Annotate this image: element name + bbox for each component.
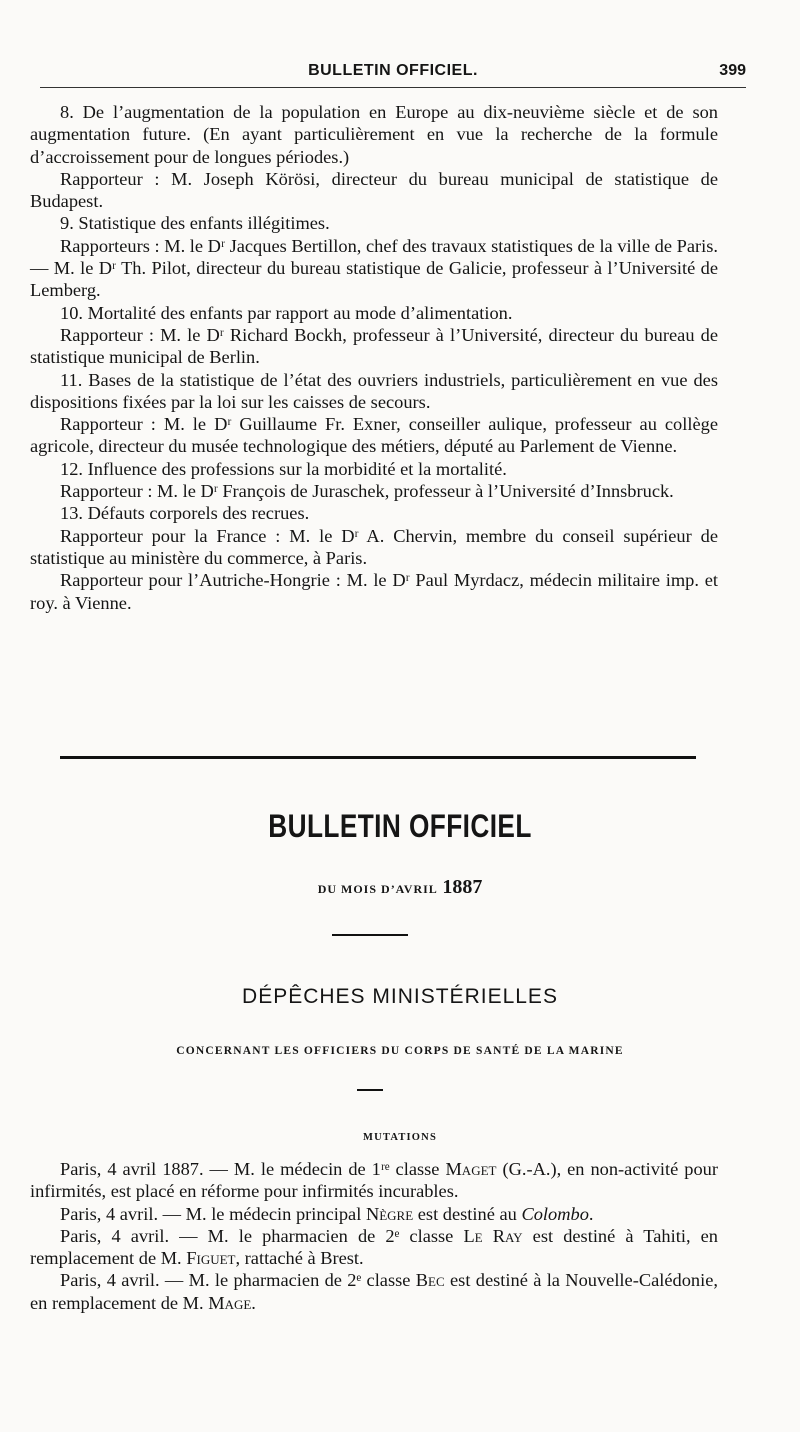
paragraph: Rapporteur : M. le Dʳ Richard Bockh, professeur à l’Université, directeur du bureau de statistique municipal de Berlin. [30, 324, 718, 368]
bulletin-subtitle [0, 876, 800, 899]
officer-name: Le Ray [463, 1225, 523, 1246]
section-separator-rule [60, 756, 696, 759]
paragraph: 13. Défauts corporels des recrues. [60, 503, 310, 524]
section-subtitle: CONCERNANT LES OFFICIERS DU CORPS DE SANTÉ DE LA MARINE [176, 1045, 624, 1057]
running-header [40, 62, 746, 84]
paragraph: 9. Statistique des enfants illégitimes. [60, 213, 330, 234]
paragraph: Rapporteur pour l’Autriche-Hongrie : M. le Dʳ Paul Myrdacz, médecin militaire imp. et roy. à Vienne. [30, 570, 718, 613]
paragraph: Rapporteur : M. le Dʳ François de Juraschek, professeur à l’Université d’Innsbruck. [60, 481, 674, 502]
officer-name: Bec [415, 1270, 445, 1291]
section-title: DÉPÊCHES MINISTÉRIELLES [242, 985, 558, 1008]
officer-name: Maget [445, 1159, 497, 1179]
subtitle-year: 1887 [442, 876, 483, 898]
header-rule [40, 87, 746, 88]
mutation-entry: Paris, 4 avril. — M. le pharmacien de 2ᵉ classe Bec est destiné à la Nouvelle-Calédonie, en remplacement de M. Mage. [30, 1270, 718, 1313]
mutations-list [30, 1158, 718, 1314]
officer-name: Nègre [365, 1203, 414, 1224]
running-title: BULLETIN OFFICIEL. [308, 62, 478, 79]
mutation-entry: Paris, 4 avril. — M. le pharmacien de 2ᵉ classe Le Ray est destiné à Tahiti, en remplacement de M. Figuet, rattaché à Brest. [30, 1225, 718, 1269]
short-rule [357, 1089, 383, 1091]
page-number: 399 [719, 62, 746, 79]
mutation-entry: Paris, 4 avril 1887. — M. le médecin de 1ʳᵉ classe Maget (G.-A.), en non-activité pour infirmités, est placé en réforme pour infirmités incurables. [30, 1159, 718, 1202]
paragraph: 10. Mortalité des enfants par rapport au mode d’alimentation. [60, 302, 513, 323]
congress-topics [30, 101, 718, 614]
short-rule [332, 934, 408, 936]
mutations-heading: MUTATIONS [363, 1132, 437, 1143]
paragraph: Rapporteur pour la France : M. le Dʳ A. Chervin, membre du conseil supérieur de statistique au ministère du commerce, à Paris. [30, 525, 718, 568]
paragraph: Rapporteur : M. le Dʳ Guillaume Fr. Exner, conseiller aulique, professeur au collège agricole, directeur du musée technologique des métiers, député au Parlement de Vienne. [30, 414, 718, 457]
subtitle-month: DU MOIS D’AVRIL [317, 882, 438, 896]
mutation-entry: Paris, 4 avril. — M. le médecin principal Nègre est destiné au Colombo. [60, 1203, 594, 1224]
officer-name: Mage [208, 1292, 252, 1313]
paragraph: 12. Influence des professions sur la morbidité et la mortalité. [60, 458, 507, 479]
paragraph: 11. Bases de la statistique de l’état des ouvriers industriels, particulièrement en vue des dispositions fixées par la loi sur les caisses de secours. [30, 369, 718, 412]
officer-name: Figuet [186, 1248, 236, 1269]
paragraph: 8. De l’augmentation de la population en Europe au dix-neuvième siècle et de son augmentation future. (En ayant particulièrement en vue la recherche de la formule d’accroissement pour de longues périodes.) [30, 102, 718, 167]
paragraph: Rapporteurs : M. le Dʳ Jacques Bertillon, chef des travaux statistiques de la ville de Paris. — M. le Dʳ Th. Pilot, directeur du bureau statistique de Galicie, professeur à l’Université de Lemberg. [30, 235, 718, 301]
ship-name: Colombo [521, 1203, 589, 1224]
paragraph: Rapporteur : M. Joseph Körösi, directeur du bureau municipal de statistique de Budapest. [30, 168, 718, 212]
bulletin-title: BULLETIN OFFICIEL [268, 808, 532, 844]
